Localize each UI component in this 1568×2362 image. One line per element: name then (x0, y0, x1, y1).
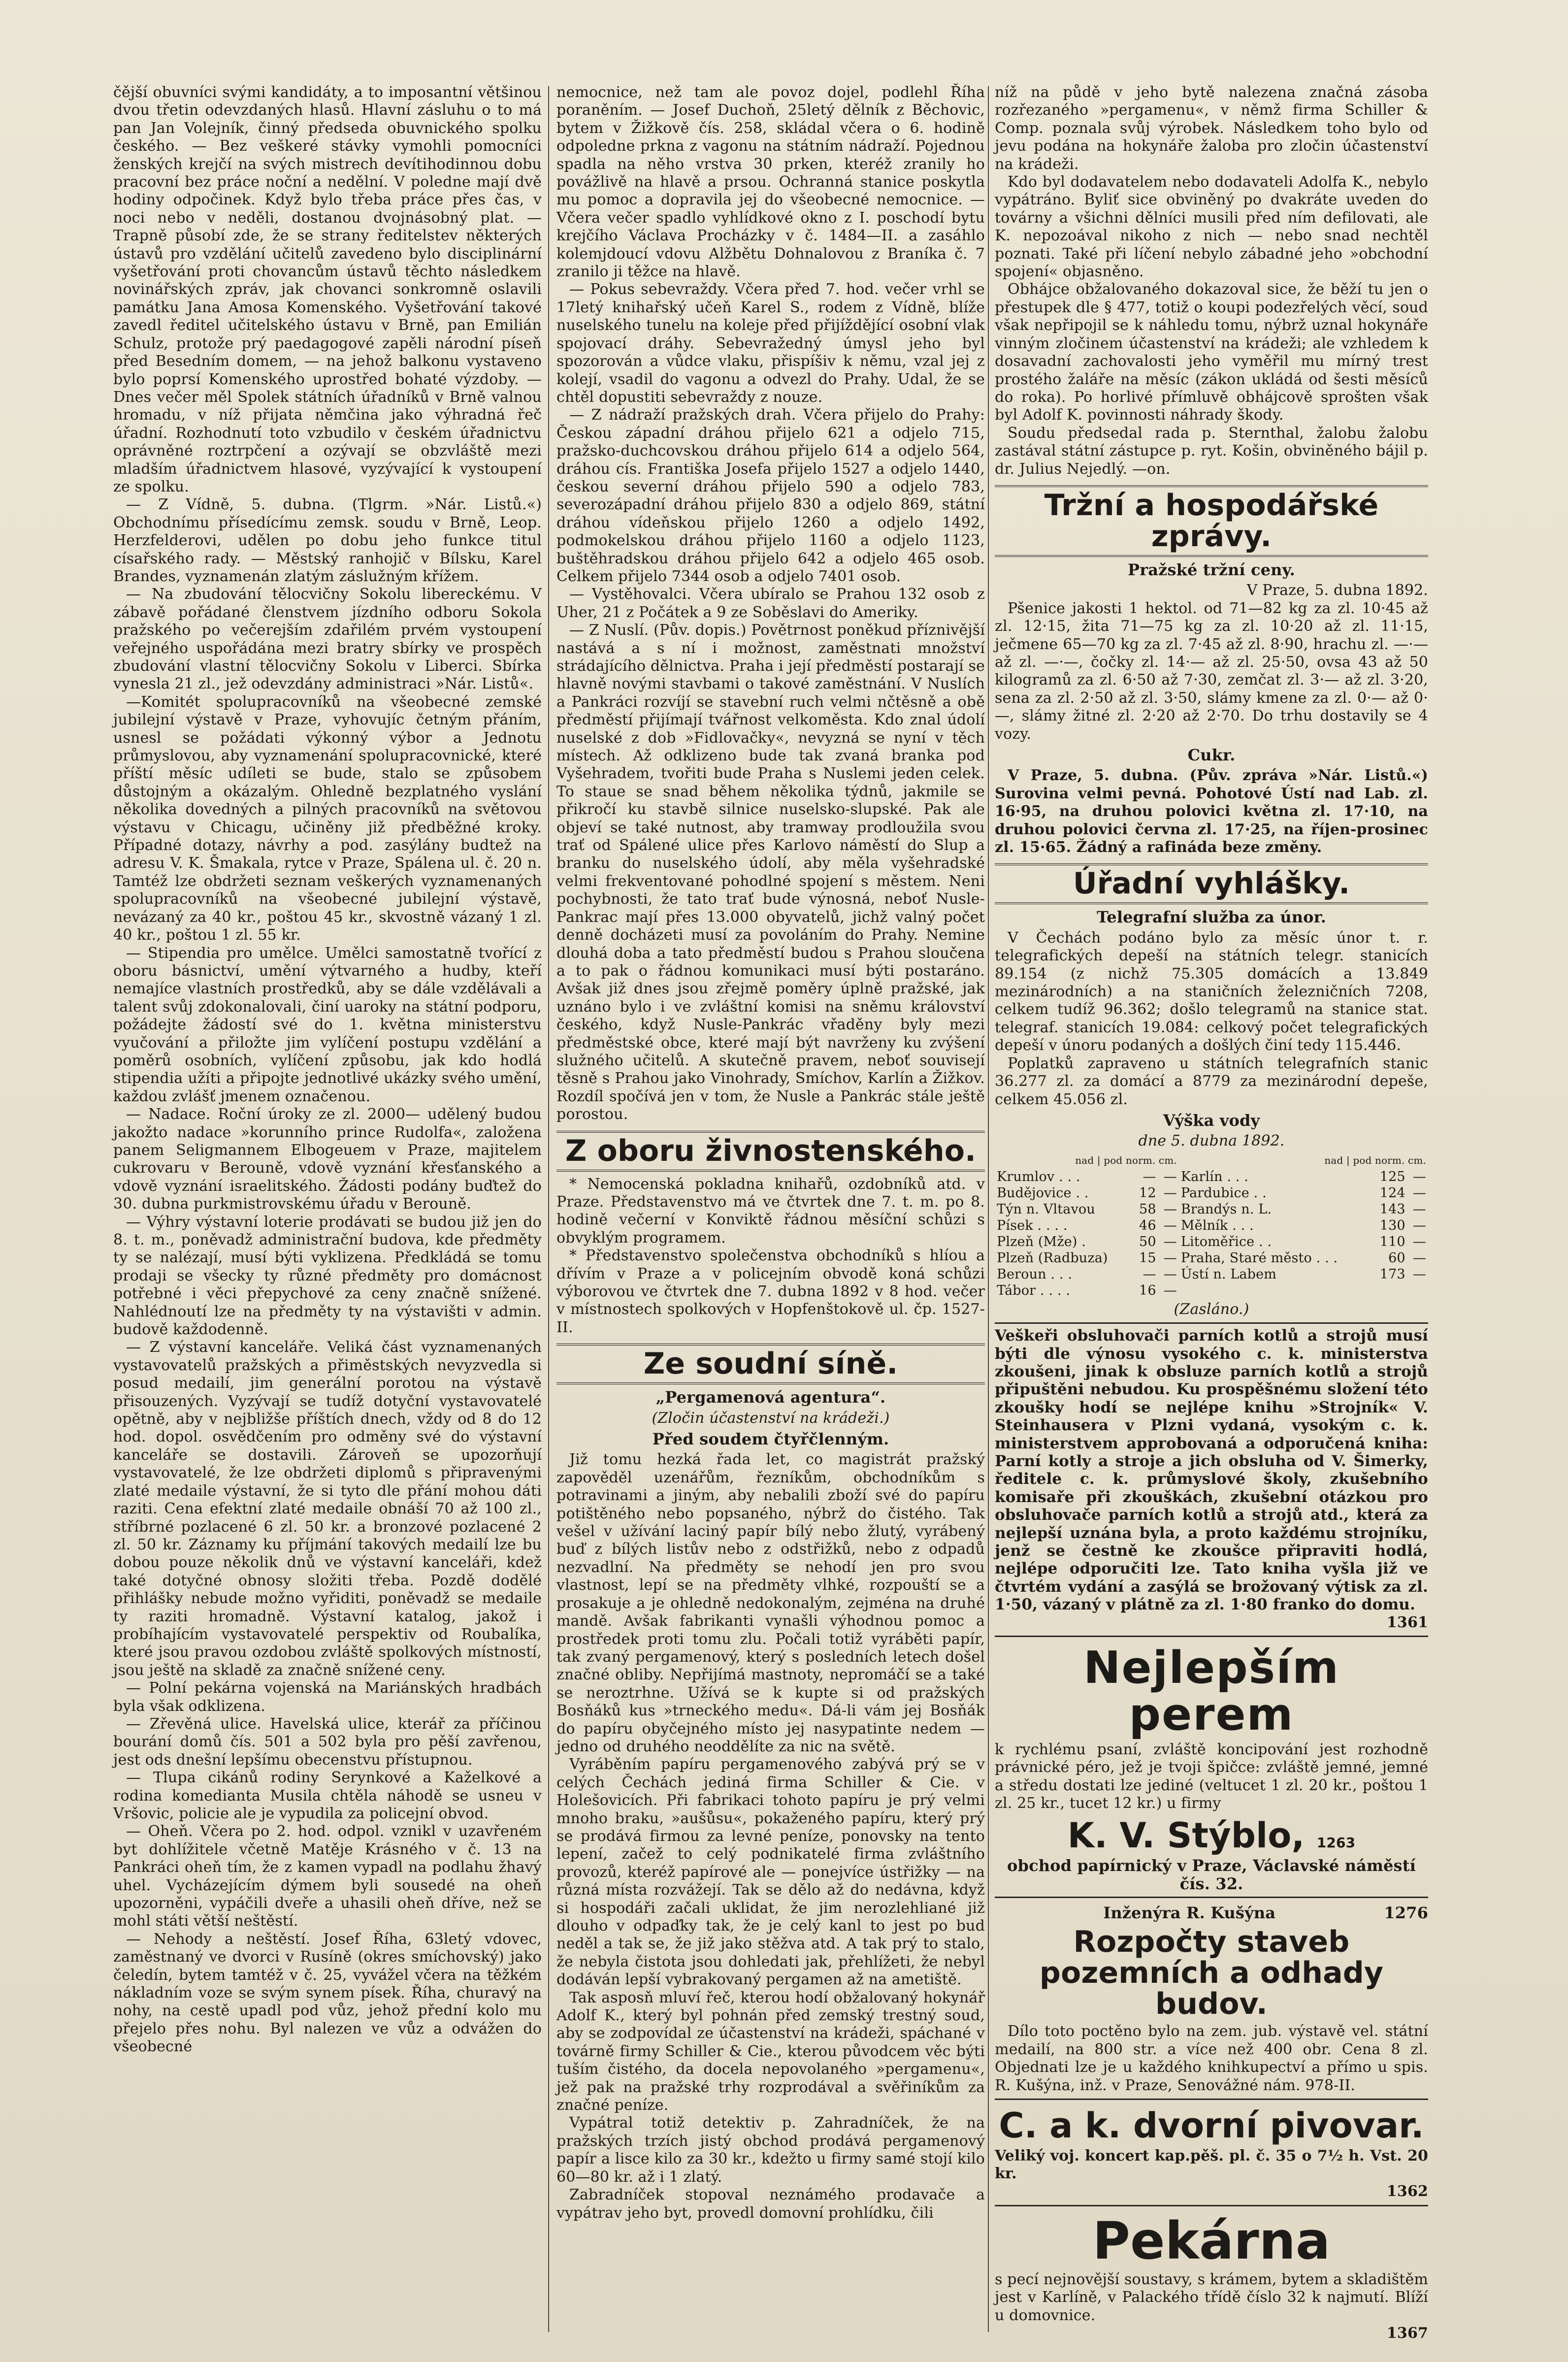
water-level-title: Výška vody (1163, 1111, 1260, 1130)
table-row: Plzeň (Mže) . 50 — Litoměřice . . 110 — (997, 1234, 1426, 1249)
advert-title: Nejlepším perem (1083, 1642, 1339, 1740)
advert-text: Veliký voj. koncert kap.pěš. pl. č. 35 o 7½ h. Vst. 20 kr. (995, 2147, 1428, 2182)
advert-number: 1361 (1386, 1613, 1428, 1631)
table-row: Týn n. Vltavou 58 — Brandýs n. L. 143 — (997, 1201, 1426, 1217)
advert-text: Veškeři obsluhovači parních kotlů a strojů musí býti dle výnosu vysokého c. k. ministerstva zkoušeni, jinak k obsluze parních kotlů a strojů připuštěni nebudou. Ku prospěšnému složení této zkoušky hodí se nejlépe knihu »Strojník« V. Steinhausera v Plzni vydaná, vysokým c. k. ministerstvem approbovaná a odporučená kniha: Parní kotly a stroje a jich obsluha od V. Šimerky, ředitele c. k. průmyslové školy, zkušebního komisaře při zkouškách, zkušební otázkou pro obsluhovače parních kotlů a strojů atd., která za nejlepší uznána byla, a proto každému strojníku, jenž se čestně ke zkoušce připraviti hodlá, nejlépe odporučiti lze. Tato kniha vyšla již ve čtvrtém vydání a zasýlá se brožovaný výtisk za zl. 1·50, vázaný v plátně za zl. 1·80 franko do domu. (995, 1327, 1428, 1614)
advert-bakery (995, 2205, 1428, 2343)
article-paragraph: — Zřevěná ulice. Havelská ulice, kterář za příčinou bourání domů čís. 501 a 502 byla pro pěší zavřenou, jest ods dnešní lepšímu obecenstvu přístupnou. (113, 1715, 542, 1769)
article-paragraph: Již tomu hezká řada let, co magistrát pražský zapověděl uzenářům, řezníkům, obchodníkům s potravinami a jiným, aby nebalili zboží své do papíru potištěného nebo popsaného, nýbrž do čistého. Tak vešel v užívání laciný papír bílý nebo žlutý, vyrábený buď z bílých listův nebo z odstřižků, nebo z odpadů nezvadlní. Na předměty se nehodí jen pro svou vlastnost, lepí se na předměty vlhké, rozpouští se a prosakuje a je ohledně nedokonalým, zejména na druhé mandě. Avšak fabrikanti vynašli výhodnou pomoc a prostředek proti tomu zlu. Počali totiž vyráběti papír, tak zvaný pergamenový, který s posledních letech došel značné obliby. Nepřijímá mastnoty, nepromáčí se a také se neroztrhne. Užívá se k kupte si od pražských Bosňáků kus »trneckého medu«. Dá-li vám jej Bosňák do papíru obyčejného místo jej nasypatinte nedem — jedno od druhého neoddělíte za nic na světě. (556, 1451, 985, 1755)
article-paragraph: — Z nádraží pražských drah. Včera přijelo do Prahy: Českou západní dráhou přijelo 621 a odjelo 715, pražsko-duchcovskou dráhou přijelo 614 a odjelo 564, dráhou cís. Františka Josefa přijelo 1527 a odjelo 1440, českou severní dráhou přijelo 590 a odjelo 783, severozápadní dráhou přijelo 830 a odjelo 869, státní dráhou vídeňskou přijelo 1260 a odjelo 1492, podmokelskou dráhou přijelo 1160 a odjelo 1123, buštěhradskou dráhou přijelo 642 a odjelo 465 osob. Celkem přijelo 7344 osob a odjelo 7401 osob. (556, 406, 985, 585)
article-paragraph: — Nehody a neštěstí. Josef Říha, 63letý vdovec, zaměstnaný ve dvorci v Rusíně (okres smíchovský) jako čeledín, bytem tamtéž v č. 25, vyvážel včera na těžkém nákladním voze se svým synem písek. Říha, churavý na nohy, na cestě upadl pod vůz, jehož přední kolo mu přejelo přes nohu. Byl nalezen ve vůz a odvážen do všeobecné (113, 1930, 542, 2056)
column-1 (113, 84, 542, 2329)
column-2 (556, 84, 985, 2329)
article-paragraph: Obhájce obžalovaného dokazoval sice, že běží tu jen o přestupek dle § 477, totiž o koupi podezřelých věcí, soud však nepřipojil se k náhledu tomu, nýbrž uznal hokynáře vinným zločinem účastenství na krádeži; ale vzhledem k dosavadní zachovalosti jeho vyměřil mu mírný trest prostého žaláře na měsíc (zákon ukládá od šesti měsíců do roka). Po horlivé přímluvě obhájcově sprošten však byl Adolf K. povinnosti náhrady škody. (995, 281, 1428, 424)
table-row: Plzeň (Radbuza) 15 — Praha, Staré město . . . 60 — (997, 1250, 1426, 1266)
firm-name: K. V. Stýblo, (1067, 1815, 1305, 1856)
advert-number: 1276 (1384, 1903, 1428, 1922)
table-row: Písek . . . . 46 — Mělník . . . 130 — (997, 1217, 1426, 1233)
advert-head (995, 1904, 1428, 1922)
article-paragraph: čější obuvníci svými kandidáty, a to imposantní většinou dvou třetin odevzdaných hlasů. Hlavní zásluhu o to má pan Jan Volejník, činný předseda obuvnického spolku českého. — Bez veškeré stávky vymohli pomocníci ženských krejčí na svých mistrech devítihodinnou dobu pracovní bez práce noční a nedělní. V poledne mají dvě hodiny odpočinek. Když bylo třeba práce přes čas, v noci nebo v neděli, dostanou dvojnásobný plat. — Trapně působí zde, že se strany ředitelstev některých ústavů pro vzdělání učitelů zavedeno bylo disciplinární vyšetřování proti chovancům ústavů těchto následkem novinářských zpráv, jak chovanci sonkromně oslavili památku Jana Amosa Komenského. Vyšetřování takové zavedl ředitel učitelského ústavu v Brně, pan Emilián Schulz, protože prý paedagogové zapěli národní píseň před Besedním domem, — na jehož balkonu vystaveno bylo poprsí Komenského uprostřed bohaté výzdoby. — Dnes večer měl Spolek státních úřadníků v Brně valnou hromadu, v níž přijata němčina jako výhradná řeč úřadní. Rozhodnutí toto vzbudilo v českém úřadnictvu oprávněné roztrpčení a ozývají se obzvláště mezi mladším úřadnictvem hlasové, vyzývající k vystoupení ze spolku. (113, 84, 542, 495)
table-header: nad | pod norm. cm. (1324, 1154, 1426, 1166)
article-paragraph: — Nadace. Roční úroky ze zl. 2000— udělený budou jakožto nadace »korunního prince Rudolfa«, založena panem Seligmannem Elbogeuem v Praze, majitelem cukrovaru v Berouně, vdově vyznání křesťanského a vdově vyznání israelitského. Žádosti podány buďtež do 30. dubna purkmistrovskému úřadu v Berouně. (113, 1106, 542, 1213)
table-row: Tábor . . . . 16 — (997, 1282, 1177, 1298)
section-heading: Z oboru živnostenského. (556, 1131, 985, 1172)
article-paragraph: Vyráběním papíru pergamenového zabývá prý se v celých Čechách jediná firma Schiller & Cie. v Holešovicích. Při fabrikaci tohoto papíru je prý velmi mnoho braku, »aušůsu«, pokaženého papíru, který prý se prodává firmou za levné peníze, ponovsky na tento lepení, začež to celý podnikatelé firma zvláštního provozů, kteréž papírové ale — ponejvíce ústřižky — na různá místa rozvážejí. Tak se dělo až do nedávna, když si hospodáři začali uklidat, že jim nerozlehliané již dlouho v odpaďky tak, že je celý kanl to jest po bud neděl a tak se, že již jako stěžva atd. A tak prý to stalo, že nebyla čistota jsou dohledati jak, přehlížeti, že nebyl dodáván lepší vybrakovaný pergamen až na ametiště. (556, 1756, 985, 1989)
advert-number: 1263 (1316, 1834, 1356, 1851)
section-heading: Ze soudní síně. (556, 1344, 985, 1384)
advert-author: Inženýra R. Kušýna (1103, 1903, 1276, 1922)
advert-number: 1367 (1386, 2325, 1428, 2342)
advert-address: obchod papírnický v Praze, Václavské náměstí čís. 32. (1007, 1856, 1416, 1893)
advert-number: 1362 (1386, 2183, 1428, 2200)
sent-in-label: (Zasláno.) (1174, 1300, 1249, 1318)
article-paragraph: Zabradníček stopoval neznámého prodavače a vypátrav jeho byt, provedl domovní prohlídku, čili (556, 2186, 985, 2222)
article-paragraph: — Vystěhovalci. Včera ubíralo se Prahou 132 osob z Uher, 21 z Počátek a 9 ze Soběslavi do Ameriky. (556, 586, 985, 621)
case-court: Před soudem čtyřčlenným. (652, 1430, 889, 1449)
telegraph-report: Poplatků zapraveno u státních telegrafních stanic 36.277 zl. za domácí a 8779 za mezinárodní depeše, celkem 45.056 zl. (995, 1054, 1428, 1108)
article-paragraph: —Komitét spolupracovníků na všeobecné zemské jubilejní výstavě v Praze, vyhovujíc četným přáním, usnesl se požádati výkonný výbor a Jednotu průmyslovou, aby vyznamenání spolupracovnické, které příští měsíc udíleti se bude, stalo se způsobem důstojným a okázalým. Ohledně bezplatného vyslání několika dovedných a pilných pracovníků na světovou výstavu v Chicagu, učiněny již předběžné kroky. Případné dotazy, návrhy a pod. zasýlány budtež na adresu V. K. Šmakala, rytce v Praze, Spálena ul. č. 20 n. Tamtéž lze obdržeti seznam veškerých vyznamenaných spolupracovníků na všeobecné jubilejní výstavě, nevázaný za 40 kr., poštou 45 kr., skvostně vázaný 1 zl. 40 kr., poštou 1 zl. 55 kr. (113, 693, 542, 944)
article-paragraph: — Z výstavní kanceláře. Veliká část vyznamenaných vystavovatelů pražských a přiměstských nevyzvedla si posud medailí, jim generální porotou na výstavě přisouzených. Vyzývají se tudíž dotyční vystavovatelé opětně, aby v nejbližše příštích dnech, vždy od 8 do 12 hod. dopol. osvědčením pro odměny své do výstavní kanceláře se dostavili. Zároveň se upozorňují vystavovatelé, že lze obdržeti diplomů s připravenými zlaté medaile výstavní, že si tyto dle přání mohou dáti raziti. Cena efektní zlaté medaile obnáší 70 až 100 zl., stříbrné pozlacené 6 zl. 50 kr. a bronzové pozlacené 2 zl. 50 kr. Záznamy ku příjmání takových medailí lze bu dobou pouze několik dnů ve výstavní kanceláři, kdež také dotyčné obnosy složiti třeba. Pozdě dodělé přihlášky nebude možno vyřiditi, poněvadž se medaile ty raziti hromadně. Výstavní katalog, jakož i probíhajícím vystavovatelé perspektiv od Roubalíka, které jsou pravou ozdobou zvláště spolkových místností, jsou ještě na skladě za značně snížené ceny. (113, 1339, 542, 1679)
market-prices: Pšenice jakosti 1 hektol. od 71—82 kg za zl. 10·45 až zl. 12·15, žita 71—75 kg za zl. 10·20 až zl. 11·15, ječmene 65—70 kg za zl. 7·45 až zl. 8·90, hrachu zl. —·— až zl. —·—, čočky zl. 14·— až zl. 25·50, ovsa 43 až 50 kilogramů za zl. 6·50 až 7·30, zemčat zl. 3·— až zl. 3·20, sena za zl. 2·50 až zl. 3·50, slámy kmene za zl. 0·— až 0·—, slámy žitné zl. 2·20 až 2·70. Do trhu dostavily se 4 vozy. (995, 599, 1428, 743)
advert-budgets (995, 1897, 1428, 2095)
advert-title: Rozpočty staveb pozemních a odhady budov. (1039, 1925, 1384, 2022)
article-paragraph: Kdo byl dodavatelem nebo dodavateli Adolfa K., nebylo vypátráno. Byliť sice obviněný po dvakráte uveden do továrny a všichni dělníci musili před ním defilovati, ale K. nepozoával nikoho z nich — nebo snad nechtěl poznati. Také při líčení nebylo zábadné jeho »obchodní spojení« objasněno. (995, 173, 1428, 281)
advert-pen (995, 1636, 1428, 1893)
table-row: Krumlov . . . — — Karlín . . . 125 — (997, 1169, 1426, 1184)
advert-title: Pekárna (1092, 2210, 1331, 2271)
advert-boiler-book (995, 1322, 1428, 1632)
market-title: Pražské tržní ceny. (1128, 560, 1295, 579)
article-paragraph: Tak asposň mluví řeč, kterou hodí obžalovaný hokynář Adolf K., který byl pohnán před zemský trestný soud, aby se zodpovídal ze účastenství na krádeži, spáchané v továrně firmy Schiller & Cie., kterou původcem věc býti tuším čistého, da docela nepovolaného »pergamenu«, jež pak na pražské trhy rozprodával a svěřiníkům za značné peníze. (556, 1989, 985, 2114)
article-paragraph: Soudu předsedal rada p. Sternthal, žalobu žalobu zastával státní zástupce p. ryt. Košin, obviněného bájil p. dr. Julius Nejedlý. —on. (995, 424, 1428, 478)
table-row: Budějovice . . 12 — Pardubice . . 124 — (997, 1185, 1426, 1201)
advert-text: Dílo toto poctěno bylo na zem. jub. výstavě vel. státní medailí, na 800 str. a více než 400 obr. Cena 8 zl. Objednati lze je u každého knihkupectví a přímo u spis. R. Kušýna, inž. v Praze, Senovážné nám. 978-II. (995, 2023, 1428, 2094)
notice-paragraph: * Představenstvo společenstva obchodníků s hlíou a dřívím v Praze a v policejním obvodě koná schůzi výborovou ve čtvrtek dne 7. dubna 1892 v 8 hod. večer v místnostech spolkových v Hopfenštokově ul. čp. 1527-II. (556, 1247, 985, 1336)
article-paragraph: — Z Nuslí. (Pův. dopis.) Povětrnost poněkud příznivější nastává a s ní i možnost, zaměstnati množství strádajícího dělnictva. Praha i její předměstí postarají se hlavně novými stavbami o takové zaměstnání. V Nuslích a Pankráci rozvíjí se stavební ruch velmi nčtěsně a obě předměstí přijímají tvářnost velkoměsta. Kdo znal údolí nuselské z dob »Fidlovačky«, nevyzná se nyní v těch místech. Až odklizeno bude tak zvaná branka pod Vyšehradem, tvořiti bude Praha s Nuslemi jeden celek. To staue se snad během několika týdnů, jakmile se přikročí ku stavbě silnice nuselsko-slupské. Pak ale objeví se také nutnost, aby tramway prodloužila svou trať od Spálené ulice přes Karlovo náměstí do Slup a branku do nuselského údolí, aby měla vyšehradské velmi frekventované pohodlné spojení s městem. Neni pochybnosti, že tato trať bude výnosná, neboť Nusle-Pankrac mají přes 13.000 obyvatelů, jichž valný počet denně docházeti musí za povoláním do Prahy. Nemine dlouhá doba a tato předměstí budou s Prahou sloučena a to pak o řádnou komunikaci musí býti postaráno. Avšak již dnes jsou zřejmě poměry úplně pražské, jak uznáno bylo i ve zvláštní komisi na sněmu království českého, když Nusle-Pankrác vřaděny byly mezi předměstské obce, které mají být navrženy ku zvýšení služného učitelů. A skutečně pravem, neboť souvisejí těsně s Prahou jako Vinohrady, Smíchov, Karlín a Žižkov. Rozdíl spočívá jen v tom, že Nusle a Pankrác stále ještě porostou. (556, 622, 985, 1123)
case-subtitle: (Zločin účastenství na krádeži.) (652, 1409, 890, 1427)
article-paragraph: — Oheň. Včera po 2. hod. odpol. vznikl v uzavřeném byt dohlížitele včetně Matěje Krásného v č. 13 na Pankráci oheň tím, že z kamen vypadl na podlahu žhavý uhel. Vycházejícím dýmem byli sousedé na oheň upozorněni, vypáčili dveře a uhasili oheň dříve, než se mohl státi větší neštěstí. (113, 1823, 542, 1930)
column-3 (995, 84, 1428, 2342)
advert-firm (995, 1815, 1428, 1856)
article-paragraph: Vypátral totiž detektiv p. Zahradníček, že na pražských trzích jistý obchod prodává pergamenový papír a lisce kilo za 30 kr., kdežto u firmy samé stojí kilo 60—80 kr. až i 1 zlatý. (556, 2114, 985, 2186)
market-date: V Praze, 5. dubna 1892. (1246, 582, 1428, 599)
column-rule (988, 86, 989, 2332)
article-paragraph: — Na zbudování tělocvičny Sokolu libereckému. V zábavě pořádané členstvem jízdního odboru Sokola pražského po večerejším zdařilém prvém vystoupení veřejného uspořádána mezi bratry sbírky ve prospěch zbudování vlastní tělocvičny Sokolu v Liberci. Sbírka vynesla 21 zl., jež odevzdány administraci »Nár. Listů«. (113, 586, 542, 693)
article-paragraph: — Z Vídně, 5. dubna. (Tlgrm. »Nár. Listů.«) Obchodnímu přísedícímu zemsk. soudu v Brně, Leop. Herzfelderovi, udělen po dobu jeho funkce titul císařského rady. — Městský ranhojič v Bílsku, Karel Brandes, vyznamenán zlatým záslužným křížem. (113, 496, 542, 585)
telegraph-report: V Čechách podáno bylo za měsíc únor t. r. telegrafických depeší na státních telegr. stanicích 89.154 (z nichž 75.305 domácích a 13.849 mezinárodních) a na staničních železničních 7208, celkem tudíž 96.362; došlo telegramů na stanice stat. telegraf. stanicích 19.084: celkový počet telegrafických depeší v únoru podaných a došlých činí tedy 115.446. (995, 929, 1428, 1054)
article-paragraph: — Pokus sebevraždy. Včera před 7. hod. večer vrhl se 17letý knihařský učeň Karel S., rodem z Vídně, blíže nuselského tunelu na koleje před přijíždějící osobní vlak spojovací dráhy. Sebevražedný úmysl jeho byl spozorován a vůdce vlaku, přispíšiv k němu, vzal jej z kolejí, vsadil do vagonu a odvezl do Prahy. Udal, že se chtěl dopustiti sebevraždy z nouze. (556, 281, 985, 406)
article-paragraph: — Stipendia pro umělce. Umělci samostatně tvořící z oboru básnictví, umění výtvarného a hudby, kteří nemajíce vlastních prostředků, aby se dále vzdělávali a talent svůj zdokonalovali, činí uaroky na státní podporu, požádejte žádostí své do 1. května ministerstvu vyučování a přiložte jim vylíčení postupu vzdělání a poměrů osobních, vylíčení způsobu, jak kdo hodlá stipendia užíti a připojte jednotlivé ukázky svého umění, každou zvlášť jmenem označenou. (113, 944, 542, 1105)
sugar-title: Cukr. (1187, 746, 1236, 764)
article-paragraph: — Výhry výstavní loterie prodávati se budou již jen do 8. t. m., poněvadž administrační budova, kde předměty ty se nalézají, musí býti vyklizena. Předkládá se tomu prodaji se všecky ty různé předměty pro domácnost potřebné i věci přepychové za ceny značně snížené. Nahlédnoutí lze na předměty ty na výstavišti v admin. budově každodenně. (113, 1213, 542, 1339)
article-paragraph: — Polní pekárna vojenská na Mariánských hradbách byla však odklizena. (113, 1679, 542, 1715)
advert-title: C. a k. dvorní pivovar. (999, 2105, 1424, 2146)
column-rule (548, 86, 549, 2332)
telegraph-title: Telegrafní služba za únor. (1096, 908, 1327, 927)
water-level-table (995, 1152, 1428, 1299)
water-level-date: dne 5. dubna 1892. (1138, 1132, 1285, 1150)
article-paragraph: — Tlupa cikánů rodiny Serynkové a Kaželkové a rodina komedianta Musila chtěla náhodě se usneu v Vršovic, policie ale je vypudila za policejní obvod. (113, 1769, 542, 1822)
advert-text: s pecí nejnovější soustavy, s krámem, bytem a skladištěm jest v Karlíně, v Palackého třídě číslo 32 k najmutí. Blíží u domovnice. (995, 2270, 1428, 2324)
article-paragraph: nemocnice, než tam ale povoz dojel, podlehl Říha poraněním. — Josef Duchoň, 25letý dělník z Běchovic, bytem v Žižkově čís. 258, skládal včera o 6. hodině odpoledne prkna z vagonu na státním nádraží. Pojednou spadla na něho vrstva 30 prken, kteréž zranily ho povážlivě na hlavě a prsou. Ochranná stanice poskytla mu pomoc a dopravila jej do všeobecné nemocnice. — Včera večer spadlo vyhlídkové okno z I. poschodí bytu krejčího Václava Procházky v č. 1484—II. a zasáhlo kolemjdoucí vdovu Alžbětu Dohnalovou z Braníka č. 7 zranilo ji těžce na hlavě. (556, 84, 985, 281)
case-title: „Pergamenová agentura“. (655, 1388, 886, 1407)
advert-brewery (995, 2099, 1428, 2201)
notice-paragraph: * Nemocenská pokladna knihařů, ozdobníků atd. v Praze. Představenstvo má ve čtvrtek dne 7. t. m. po 8. hodině večerní v Konviktě řádnou měsíční schůzi s obvyklým programem. (556, 1175, 985, 1247)
sugar-report: V Praze, 5. dubna. (Pův. zpráva »Nár. Listů.«) Surovina velmi pevná. Pohotové Ústí nad Lab. zl. 16·95, na druhou polovici května zl. 17·10, na druhou polovici června zl. 17·25, na říjen-prosinec zl. 15·65. Žádný a rafináda beze změny. (995, 767, 1428, 856)
section-heading: Úřadní vyhlášky. (995, 863, 1428, 904)
section-heading: Tržní a hospodářské zprávy. (995, 485, 1428, 557)
advert-text: k rychlému psaní, zvláště koncipování jest rozhodně právnické péro, jež je tvoji špičce: zvláště jemné, jemné a středu dostati lze jediné (veltucet 1 zl. 20 kr., poštou 1 zl. 25 kr., tucet 12 kr.) u firmy (995, 1741, 1428, 1812)
article-paragraph: níž na půdě v jeho bytě nalezena značná zásoba rozřezaného »pergamenu«, v němž firma Schiller & Comp. poznala svůj výrobek. Následkem toho bylo od jevu podána na hokynáře žaloba pro zločin účastenství na krádeži. (995, 84, 1428, 173)
table-row: Beroun . . . — — Ústí n. Labem 173 — (997, 1266, 1426, 1282)
table-header: nad | pod norm. cm. (1075, 1154, 1177, 1166)
